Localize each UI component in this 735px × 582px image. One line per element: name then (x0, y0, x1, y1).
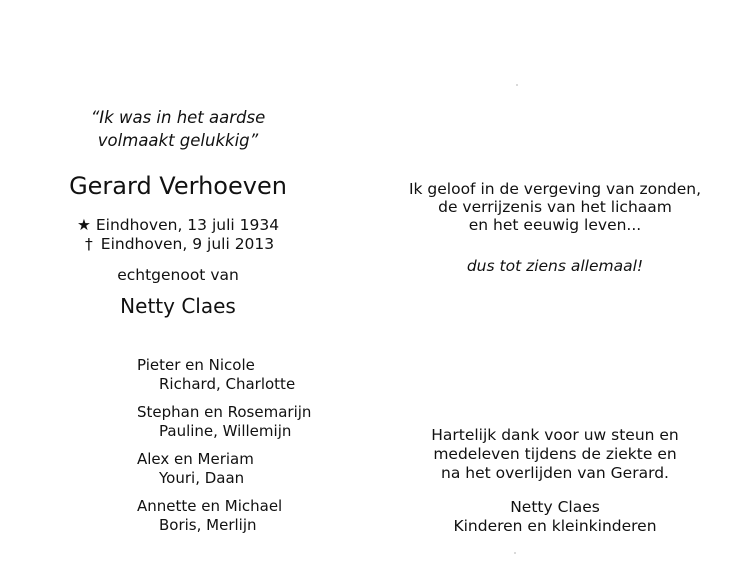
family-parents: Pieter en Nicole (137, 356, 255, 374)
family-entry (125, 497, 345, 535)
family-entry (125, 403, 345, 441)
signature-family: Kinderen en kleinkinderen (453, 517, 657, 535)
spouse-label: echtgenoot van (117, 266, 239, 284)
family-children: Youri, Daan (159, 469, 245, 487)
birth-line (60, 216, 296, 235)
faith-line: de verrijzenis van het lichaam (438, 198, 672, 216)
memorial-quote (60, 106, 296, 152)
life-dates (60, 216, 296, 254)
family-entry (125, 450, 345, 488)
family-parents: Alex en Meriam (137, 450, 254, 468)
cross-icon: † (84, 235, 93, 253)
family-entry (125, 356, 345, 394)
death-date: Eindhoven, 9 juli 2013 (100, 235, 275, 253)
family-parents: Stephan en Rosemarijn (137, 403, 312, 421)
print-speck (516, 84, 518, 86)
thanks-line: Hartelijk dank voor uw steun en (431, 426, 679, 444)
faith-line: Ik geloof in de vergeving van zonden, (408, 180, 702, 198)
thanks-text (390, 426, 720, 483)
faith-line: en het eeuwig leven... (468, 216, 642, 234)
family-parents: Annette en Michael (137, 497, 283, 515)
thanks-line: na het overlijden van Gerard. (441, 464, 669, 482)
spouse-name: Netty Claes (120, 294, 236, 318)
signature (390, 498, 720, 536)
quote-line: “Ik was in het aardse (90, 108, 266, 127)
quote-line: volmaakt gelukkig” (97, 131, 259, 150)
family-list (125, 356, 345, 544)
family-children: Boris, Merlijn (159, 516, 257, 534)
print-speck (514, 552, 516, 554)
family-children: Pauline, Willemijn (159, 422, 292, 440)
faith-text (390, 180, 720, 234)
signature-name: Netty Claes (510, 498, 600, 516)
deceased-name: Gerard Verhoeven (69, 172, 287, 200)
family-children: Richard, Charlotte (159, 375, 296, 393)
closing-line: dus tot ziens allemaal! (466, 257, 644, 275)
thanks-line: medeleven tijdens de ziekte en (433, 445, 677, 463)
death-line (60, 235, 296, 254)
star-icon: ★ (76, 216, 91, 234)
birth-date: Eindhoven, 13 juli 1934 (95, 216, 280, 234)
